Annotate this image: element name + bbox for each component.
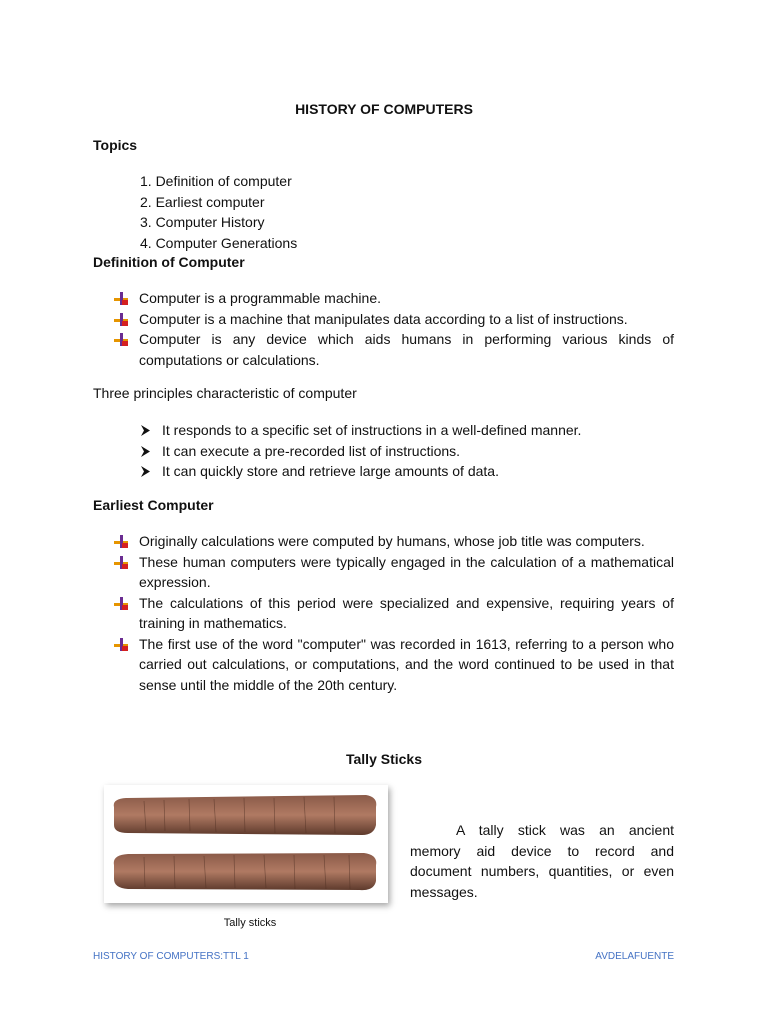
footer-right: AVDELAFUENTE [595,951,674,962]
bullet-text: Computer is a machine that manipulates data according to a list of instructions. [139,310,628,327]
principle-text: It can execute a pre-recorded list of instructions. [162,442,461,459]
arrow-bullet-icon [140,446,151,457]
topics-list [140,171,297,253]
bullet-icon [114,638,128,651]
bullet-icon [114,535,128,548]
topic-item: 2. Earliest computer [140,193,265,210]
tally-sticks-image [104,785,388,903]
bullet-text: These human computers were typically engaged in the calculation of a mathematical expression. [139,553,674,590]
principle-item [140,420,581,441]
definition-bullet [114,288,674,309]
earliest-bullet [114,593,674,634]
bullet-text: Originally calculations were computed by humans, whose job title was computers. [139,533,645,549]
definition-bullet [114,329,674,370]
tally-caption: Tally sticks [223,917,277,929]
bullet-text: The first use of the word "computer" was recorded in 1613, referring to a person who carried out calculations, or computations, and the word continued to be used in that sense until the middle of the 20th century. [139,635,674,693]
arrow-bullet-icon [140,466,151,477]
topic-item: 4. Computer Generations [140,234,298,251]
tally-heading: Tally Sticks [345,751,422,767]
topic-item: 3. Computer History [140,214,265,230]
definition-list [114,288,674,370]
earliest-heading: Earliest Computer [93,497,214,513]
definition-heading: Definition of Computer [93,254,245,270]
bullet-icon [114,333,128,346]
earliest-bullet [114,634,674,696]
page-title: HISTORY OF COMPUTERS [295,101,473,117]
earliest-list [114,531,674,695]
earliest-bullet [114,552,674,593]
topic-item: 1. Definition of computer [140,173,292,189]
principle-item [140,441,581,462]
definition-bullet [114,309,674,330]
principle-text: It can quickly store and retrieve large amounts of data. [162,463,499,479]
bullet-icon [114,556,128,569]
principles-intro: Three principles characteristic of computer [93,385,357,401]
bullet-text: The calculations of this period were specialized and expensive, requiring years of training in mathematics. [139,594,674,631]
arrow-bullet-icon [140,425,151,436]
topics-heading: Topics [93,137,138,153]
earliest-bullet [114,531,674,552]
bullet-icon [114,597,128,610]
bullet-text: Computer is any device which aids humans in performing various kinds of computations or calculations. [139,331,674,368]
bullet-icon [114,292,128,305]
tally-sticks-photo [104,785,388,903]
bullet-icon [114,313,128,326]
footer-left: HISTORY OF COMPUTERS:TTL 1 [93,951,249,962]
principles-list [140,420,581,482]
tally-description: A tally stick was an ancient memory aid device to record and document numbers, quantities, or even messages. [410,822,674,900]
bullet-text: Computer is a programmable machine. [139,290,381,306]
principle-item [140,461,581,482]
principle-text: It responds to a specific set of instructions in a well-defined manner. [162,422,582,438]
